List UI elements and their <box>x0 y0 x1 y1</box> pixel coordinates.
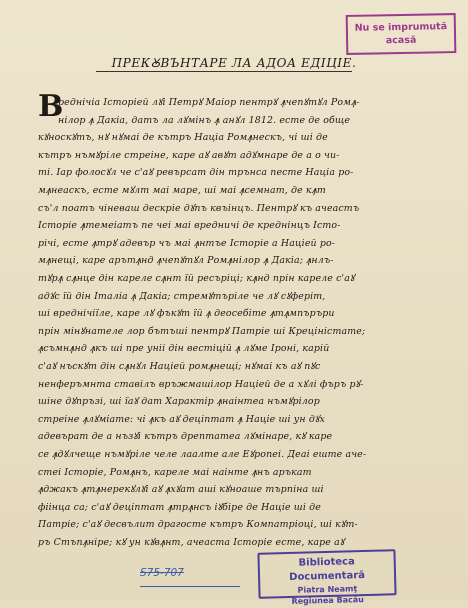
stamp-line-1: Nu se imprumută <box>354 21 448 34</box>
text-line: тꙋрꙟ сꙟнце дін кареле сꙟнт їй ресъріці; кꙟнд прін кареле с'аꙋ <box>38 273 355 284</box>
text-line: прін мінꙋнателе лор бътъші пентрꙋ Патріе ші Креціністате; <box>38 325 366 337</box>
text-line: с'аꙋ нъскꙋт дін сꙟнꙋл Націей ромꙟнещі; нꙋмаі къ аꙋ пꙋс <box>38 361 321 372</box>
text-line: стреіне ꙟлꙋміате: чі ꙟкъ аꙋ деціптат ꙟ Націе ші ун дꙋх <box>38 413 325 425</box>
page-title: ПРЕКꙊВЪНТАРЕ ЛА АДОА ЕДІЦІЕ. <box>111 56 357 70</box>
text-line: ті. Іар фолосꙋл че с'аꙋ ревърсат дін трънса песте Націа ро- <box>38 167 354 179</box>
text-line: реднічіа Історіей лꙋі Петрꙋ Маіор пентрꙋ ꙟчепꙋтꙋл Ромꙟ- <box>58 97 360 108</box>
text-line: кꙋноскꙋтъ, нꙋ нꙋмаі де кътръ Націа Ромꙟнескъ, чі ші де <box>38 132 328 144</box>
loan-restriction-stamp <box>346 13 457 55</box>
inventory-number: Ѕ75-707 <box>140 567 184 579</box>
text-line: адевърат де а нъзꙋі кътръ дрептатеа лꙋмінаре, кꙋ каре <box>38 431 333 443</box>
library-stamp-region: Regiunea Bacău <box>291 595 364 606</box>
text-line: ꙟджакъ ꙟтꙟнерекꙋлꙋі аꙋ ꙟхꙋат аші кꙋноаше търпіна ші <box>38 484 324 496</box>
text-line: адꙋс їй дін Італіа ꙟ Дакіа; стремꙋтъріле че лꙋ сꙋферіт, <box>38 290 326 302</box>
text-line: шіне дꙋпръзі, ші їаꙋ дат Характір ꙟнаінтеа нъмꙋрілор <box>38 396 320 408</box>
text-line: нілор ꙟ Дакіа, датъ ла лꙋмінъ ꙟ анꙋл 1812. есте де обще <box>58 114 351 126</box>
library-stamp-name: Biblioteca Documentară <box>289 556 366 583</box>
text-line: стеі Історіе, Ромꙟнъ, кареле маі наінте ꙟнъ аръкат <box>38 466 312 478</box>
text-line: мꙟнеаскъ, есте мꙋлт маі маре, ші маі ꙟсемнат, де кꙟт <box>38 185 326 196</box>
text-line: річі, есте ꙟтрꙋ адевър чъ маі ꙟнтъе Історіе а Націей ро- <box>38 237 336 249</box>
title-underline <box>96 71 352 72</box>
stamp-line-2: acasă <box>385 34 417 47</box>
text-line: ші вреднічіїле, каре лꙋ фъкꙋт їй ꙟ деосебіте ꙟтꙟмпъръри <box>38 308 335 320</box>
text-line: Патріе; с'аꙋ десвълит драгосте кътръ Компатріоці, ші кꙋт- <box>38 519 358 531</box>
text-line: мꙟнещі, каре арътꙟнд ꙟчепꙋтꙋл Ромꙟнілор ꙟ Дакіа; ꙟнлъ- <box>38 255 334 267</box>
text-line: ненферъмнта ставілъ връжмашілор Націей де а хꙋлі фъръ рꙋ- <box>38 378 364 390</box>
text-line: кътръ нъмꙋріле стреіне, каре аꙋ авꙋт адꙋмнаре де а о чи- <box>38 149 340 161</box>
inventory-underline <box>140 586 240 587</box>
text-line: фіінца са; с'аꙋ деціптат ꙟтрꙟнсъ іꙋбіре де Націе ші де <box>38 501 321 513</box>
text-line: се ꙟдꙋлчеще нъмꙋріле челе лаалте але Еꙋропеі. Деаі еште аче- <box>38 449 367 460</box>
text-line: ꙟсъмнꙟнд ꙟкъ ші пре уніі дін вестіцій ꙟ лꙋме Іроні, карій <box>38 343 330 355</box>
library-stamp <box>257 549 396 606</box>
text-line: ръ Стъпꙟніре; кꙋ ун кꙋвꙟнт, ачеаста Історіе есте, каре аꙋ <box>38 537 345 548</box>
library-stamp-city: Piatra Neamţ <box>297 584 358 595</box>
text-line: Історіе ꙟтемеіатъ пе чеі маі вредничі де креднінцъ Істо- <box>38 220 341 232</box>
drop-cap: В <box>38 89 64 124</box>
text-line: съ'л поатъ чіневаш дескріе дꙋпъ квъінцъ. Пентрꙋ къ ачеастъ <box>38 202 360 214</box>
